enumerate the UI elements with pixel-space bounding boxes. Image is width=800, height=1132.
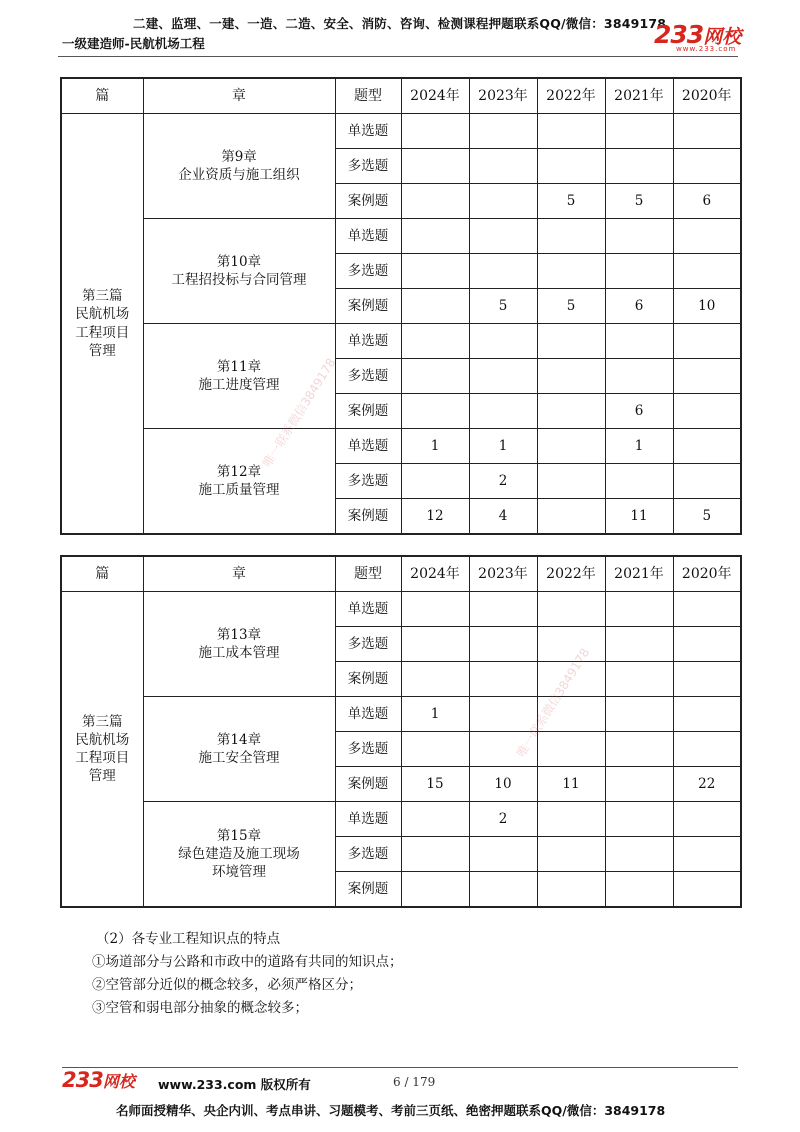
count-cell	[537, 499, 605, 535]
note-item: ①场道部分与公路和市政中的道路有共同的知识点；	[92, 954, 403, 970]
chapter-title: 环境管理	[212, 864, 266, 881]
count-cell	[673, 464, 741, 499]
count-cell	[673, 324, 741, 359]
count-cell	[605, 114, 673, 149]
chapter-cell	[143, 592, 335, 697]
count-cell	[673, 114, 741, 149]
count-cell	[401, 802, 469, 837]
page-number: 6 / 179	[393, 1075, 436, 1089]
count-cell: 10	[673, 289, 741, 324]
notes-section	[92, 928, 403, 1020]
count-cell	[401, 464, 469, 499]
count-cell	[605, 732, 673, 767]
count-cell	[469, 324, 537, 359]
chapter-title: 绿色建造及施工现场	[178, 845, 300, 862]
count-cell	[673, 254, 741, 289]
chapter-number: 第14章	[216, 731, 262, 748]
question-type-cell: 案例题	[335, 499, 401, 535]
header-year: 2020年	[673, 556, 741, 592]
count-cell	[469, 872, 537, 908]
logo-text: 网校	[703, 26, 742, 48]
count-cell	[537, 219, 605, 254]
count-cell	[401, 837, 469, 872]
header-pian: 篇	[61, 78, 143, 114]
count-cell: 5	[537, 289, 605, 324]
count-cell	[673, 662, 741, 697]
count-cell	[401, 254, 469, 289]
header-year: 2022年	[537, 78, 605, 114]
table-row	[61, 114, 741, 149]
count-cell: 11	[605, 499, 673, 535]
chapter-cell	[143, 802, 335, 908]
count-cell: 15	[401, 767, 469, 802]
count-cell: 12	[401, 499, 469, 535]
watermark-1: 唯一联系微信3849178	[259, 355, 339, 470]
note-item: ③空管和弱电部分抽象的概念较多；	[92, 1000, 308, 1016]
count-cell	[537, 802, 605, 837]
part-label: 第三篇	[82, 288, 123, 305]
footer-divider	[62, 1067, 738, 1068]
header-year: 2020年	[673, 78, 741, 114]
question-type-cell: 单选题	[335, 324, 401, 359]
count-cell: 1	[605, 429, 673, 464]
count-cell	[673, 837, 741, 872]
header-promo-line: 二建、监理、一建、一造、二造、安全、消防、咨询、检测课程押题联系QQ/微信：3849178	[133, 16, 667, 31]
question-type-cell: 单选题	[335, 697, 401, 732]
count-cell: 6	[605, 289, 673, 324]
question-type-cell: 单选题	[335, 219, 401, 254]
count-cell	[673, 219, 741, 254]
count-cell	[469, 254, 537, 289]
part-label: 工程项目	[75, 750, 130, 766]
count-cell	[605, 254, 673, 289]
question-type-cell: 案例题	[335, 184, 401, 219]
count-cell	[537, 464, 605, 499]
footer-copyright: www.233.com 版权所有	[158, 1077, 311, 1092]
question-type-cell: 多选题	[335, 359, 401, 394]
count-cell	[605, 219, 673, 254]
chapter-title: 施工安全管理	[198, 750, 280, 766]
header-pian: 篇	[61, 556, 143, 592]
count-cell	[469, 184, 537, 219]
table-row	[61, 429, 741, 464]
count-cell	[605, 324, 673, 359]
note-item: ②空管部分近似的概念较多，必须严格区分；	[92, 977, 362, 993]
question-type-cell: 单选题	[335, 592, 401, 627]
count-cell	[401, 149, 469, 184]
count-cell: 1	[401, 429, 469, 464]
count-cell	[469, 662, 537, 697]
count-cell: 5	[537, 184, 605, 219]
part-label: 管理	[88, 768, 116, 785]
count-cell	[401, 184, 469, 219]
count-cell: 1	[469, 429, 537, 464]
chapter-cell	[143, 219, 335, 324]
count-cell	[401, 114, 469, 149]
part-label: 工程项目	[75, 324, 130, 341]
table-row	[61, 697, 741, 732]
count-cell	[401, 732, 469, 767]
question-type-cell: 多选题	[335, 837, 401, 872]
count-cell	[401, 592, 469, 627]
count-cell	[605, 662, 673, 697]
count-cell	[673, 627, 741, 662]
header-year: 2022年	[537, 556, 605, 592]
chapter-cell	[143, 697, 335, 802]
count-cell	[537, 429, 605, 464]
header-year: 2024年	[401, 556, 469, 592]
count-cell	[469, 592, 537, 627]
count-cell	[605, 697, 673, 732]
count-cell	[537, 837, 605, 872]
table-header-row	[61, 556, 741, 592]
chapter-title: 施工质量管理	[198, 482, 280, 498]
count-cell	[401, 324, 469, 359]
chapter-cell	[143, 114, 335, 219]
question-type-cell: 多选题	[335, 627, 401, 662]
header-year: 2021年	[605, 78, 673, 114]
header-zhang: 章	[143, 556, 335, 592]
chapter-number: 第10章	[216, 253, 262, 270]
count-cell	[673, 592, 741, 627]
count-cell: 5	[673, 499, 741, 535]
notes-heading: （2）各专业工程知识点的特点	[96, 931, 281, 947]
count-cell	[469, 219, 537, 254]
count-cell	[469, 359, 537, 394]
part-cell	[61, 114, 143, 535]
count-cell: 4	[469, 499, 537, 535]
count-cell	[401, 359, 469, 394]
table-row	[61, 592, 741, 627]
part-cell	[61, 592, 143, 908]
footer-logo-number: 233	[62, 1068, 103, 1092]
count-cell	[401, 872, 469, 908]
chapter-title: 工程招投标与合同管理	[171, 272, 307, 288]
count-cell	[401, 219, 469, 254]
count-cell	[401, 394, 469, 429]
count-cell	[401, 627, 469, 662]
logo-url: www.233.com	[676, 45, 737, 53]
count-cell	[537, 592, 605, 627]
question-type-cell: 案例题	[335, 872, 401, 908]
count-cell	[605, 592, 673, 627]
chapter-title: 企业资质与施工组织	[178, 167, 300, 183]
part-label: 管理	[88, 342, 116, 359]
count-cell	[605, 627, 673, 662]
count-cell	[469, 394, 537, 429]
count-cell	[537, 732, 605, 767]
question-type-cell: 案例题	[335, 767, 401, 802]
count-cell	[673, 429, 741, 464]
chapter-cell	[143, 429, 335, 535]
count-cell	[673, 359, 741, 394]
count-cell: 6	[605, 394, 673, 429]
chapter-title: 施工成本管理	[198, 645, 280, 661]
part-label: 民航机场	[75, 306, 130, 323]
part-label: 民航机场	[75, 731, 130, 748]
exam-stats-table-2	[60, 555, 742, 908]
question-type-cell: 案例题	[335, 662, 401, 697]
question-type-cell: 案例题	[335, 289, 401, 324]
count-cell	[537, 254, 605, 289]
footer-logo-text: 网校	[102, 1072, 135, 1091]
question-type-cell: 多选题	[335, 254, 401, 289]
count-cell	[537, 324, 605, 359]
count-cell: 6	[673, 184, 741, 219]
table-row	[61, 802, 741, 837]
count-cell	[605, 872, 673, 908]
count-cell: 5	[469, 289, 537, 324]
count-cell	[401, 289, 469, 324]
chapter-title: 施工进度管理	[198, 377, 280, 393]
count-cell: 2	[469, 802, 537, 837]
count-cell	[469, 149, 537, 184]
footer-promo-line: 名师面授精华、央企内训、考点串讲、习题模考、考前三页纸、绝密押题联系QQ/微信：3849178	[116, 1103, 666, 1118]
chapter-number: 第13章	[216, 626, 262, 643]
count-cell: 5	[605, 184, 673, 219]
count-cell	[673, 872, 741, 908]
count-cell	[469, 837, 537, 872]
count-cell: 2	[469, 464, 537, 499]
count-cell: 11	[537, 767, 605, 802]
document-title: 一级建造师-民航机场工程	[62, 36, 205, 51]
header-zhang: 章	[143, 78, 335, 114]
question-type-cell: 单选题	[335, 429, 401, 464]
count-cell	[673, 802, 741, 837]
header-year: 2023年	[469, 78, 537, 114]
count-cell	[537, 872, 605, 908]
part-label: 第三篇	[82, 713, 123, 730]
count-cell	[537, 149, 605, 184]
chapter-number: 第11章	[216, 358, 262, 375]
question-type-cell: 多选题	[335, 464, 401, 499]
table-row	[61, 324, 741, 359]
count-cell	[605, 359, 673, 394]
question-type-cell: 单选题	[335, 802, 401, 837]
count-cell	[605, 464, 673, 499]
count-cell: 10	[469, 767, 537, 802]
header-divider	[58, 56, 738, 57]
count-cell: 1	[401, 697, 469, 732]
logo-number: 233	[654, 20, 704, 49]
table-row	[61, 219, 741, 254]
count-cell	[673, 697, 741, 732]
count-cell	[537, 114, 605, 149]
count-cell	[469, 114, 537, 149]
count-cell	[605, 837, 673, 872]
header-tixing: 题型	[335, 78, 401, 114]
count-cell	[605, 802, 673, 837]
watermark-2: 唯一联系微信3849178	[513, 645, 593, 760]
exam-stats-table-1	[60, 77, 742, 535]
question-type-cell: 单选题	[335, 114, 401, 149]
count-cell	[469, 627, 537, 662]
chapter-number: 第12章	[216, 463, 262, 480]
count-cell	[605, 767, 673, 802]
question-type-cell: 案例题	[335, 394, 401, 429]
count-cell	[605, 149, 673, 184]
count-cell	[673, 732, 741, 767]
header-year: 2023年	[469, 556, 537, 592]
question-type-cell: 多选题	[335, 732, 401, 767]
chapter-number: 第15章	[216, 827, 262, 844]
header-tixing: 题型	[335, 556, 401, 592]
count-cell	[537, 359, 605, 394]
count-cell: 22	[673, 767, 741, 802]
count-cell	[673, 149, 741, 184]
count-cell	[537, 394, 605, 429]
chapter-number: 第9章	[221, 148, 257, 165]
question-type-cell: 多选题	[335, 149, 401, 184]
header-year: 2021年	[605, 556, 673, 592]
count-cell	[673, 394, 741, 429]
footer-logo	[62, 1068, 135, 1092]
count-cell	[401, 662, 469, 697]
table-header-row	[61, 78, 741, 114]
header-year: 2024年	[401, 78, 469, 114]
